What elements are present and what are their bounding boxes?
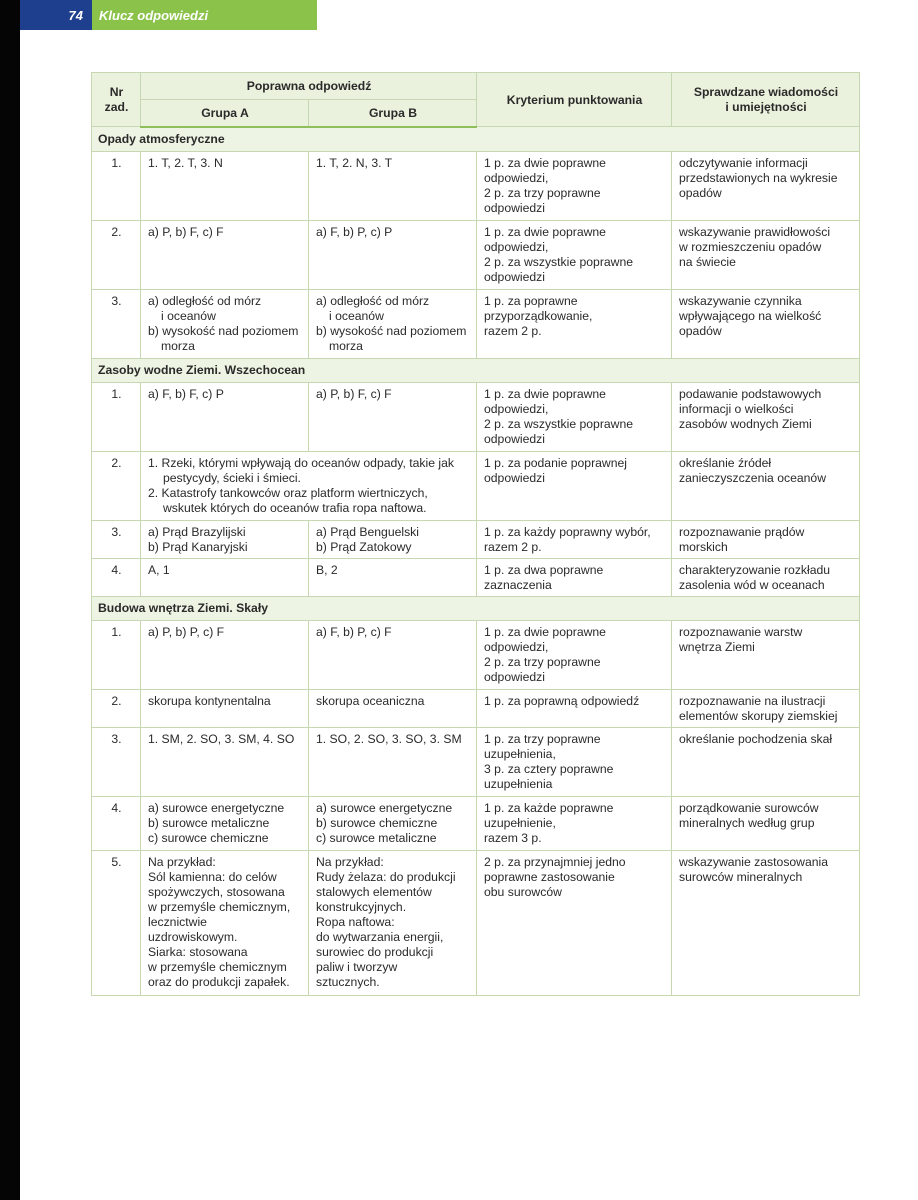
table-row — [92, 558, 860, 596]
scoring-criteria-line: 3 p. za cztery poprawne — [484, 761, 614, 776]
tested-skills-line: określanie pochodzenia skał — [679, 731, 833, 746]
task-number: 5. — [92, 850, 141, 995]
col-header-criteria: Kryterium punktowania — [477, 73, 672, 127]
scoring-criteria-line: uzupełnienie, — [484, 815, 556, 830]
section-row — [92, 596, 860, 620]
task-number: 1. — [92, 151, 141, 220]
section-title: Zasoby wodne Ziemi. Wszechocean — [92, 358, 860, 382]
tested-skills-line: charakteryzowanie rozkładu — [679, 562, 831, 577]
tested-skills — [672, 727, 860, 796]
answer-both-groups — [141, 451, 477, 520]
answer-group-a — [141, 382, 309, 451]
scoring-criteria-line: 1 p. za każdy poprawny wybór, — [484, 524, 651, 539]
col-header-nr — [92, 73, 141, 127]
answer-group-a-line: a) odległość od mórz — [148, 293, 262, 308]
scoring-criteria-line: przyporządkowanie, — [484, 308, 593, 323]
answer-group-b-line: do wytwarzania energii, — [316, 929, 444, 944]
section-row — [92, 358, 860, 382]
scoring-criteria-line: razem 3 p. — [484, 830, 542, 845]
answer-group-b-line: surowiec do produkcji — [316, 944, 434, 959]
page-header-title: Klucz odpowiedzi — [92, 0, 317, 30]
answer-group-b-line: Rudy żelaza: do produkcji — [316, 869, 456, 884]
scoring-criteria-line: poprawne zastosowanie — [484, 869, 615, 884]
scoring-criteria-line: 1 p. za każde poprawne — [484, 800, 614, 815]
task-number: 3. — [92, 727, 141, 796]
tested-skills — [672, 520, 860, 558]
answer-group-a-line: a) P, b) P, c) F — [148, 624, 225, 639]
scoring-criteria-line: 1 p. za dwa poprawne — [484, 562, 604, 577]
answer-group-b — [309, 289, 477, 358]
scoring-criteria — [477, 850, 672, 995]
tested-skills-line: wskazywanie zastosowania — [679, 854, 829, 869]
tested-skills-line: zanieczyszczenia oceanów — [679, 470, 827, 485]
col-header-skills-line: Sprawdzane wiadomości — [693, 85, 839, 99]
scoring-criteria — [477, 727, 672, 796]
table-row — [92, 689, 860, 727]
answer-group-a-line: a) Prąd Brazylijski — [148, 524, 246, 539]
scoring-criteria-line: 1 p. za dwie poprawne — [484, 624, 606, 639]
table-row — [92, 796, 860, 850]
answer-group-a-line: skorupa kontynentalna — [148, 693, 271, 708]
answer-group-a-line: i oceanów — [161, 308, 216, 323]
scoring-criteria-line: razem 2 p. — [484, 323, 542, 338]
task-number: 2. — [92, 689, 141, 727]
tested-skills-line: porządkowanie surowców — [679, 800, 819, 815]
tested-skills-line: zasobów wodnych Ziemi — [679, 416, 812, 431]
answer-group-a-line: a) surowce energetyczne — [148, 800, 285, 815]
answer-both-groups-item: 1. Rzeki, którymi wpływają do oceanów odpady, takie jak pestycydy, ścieki i śmieci. — [148, 455, 454, 485]
answer-group-b — [309, 151, 477, 220]
scoring-criteria-line: 2 p. za wszystkie poprawne — [484, 254, 634, 269]
tested-skills-line: wnętrza Ziemi — [679, 639, 755, 654]
scoring-criteria-line: 2 p. za trzy poprawne — [484, 654, 601, 669]
table-row — [92, 620, 860, 689]
answer-group-a — [141, 289, 309, 358]
answer-group-b-line: a) surowce energetyczne — [316, 800, 453, 815]
scoring-criteria — [477, 151, 672, 220]
tested-skills-line: opadów — [679, 185, 722, 200]
tested-skills — [672, 620, 860, 689]
task-number: 3. — [92, 520, 141, 558]
answer-group-b-line: morza — [329, 338, 363, 353]
tested-skills-line: odczytywanie informacji — [679, 155, 808, 170]
section-title: Opady atmosferyczne — [92, 127, 860, 152]
scoring-criteria — [477, 220, 672, 289]
tested-skills — [672, 451, 860, 520]
answer-group-a-line: w przemyśle chemicznym, — [148, 899, 291, 914]
page-edge-strip — [0, 0, 20, 1200]
table-row — [92, 220, 860, 289]
table-row — [92, 382, 860, 451]
table-row — [92, 451, 860, 520]
tested-skills-line: wpływającego na wielkość — [679, 308, 822, 323]
scoring-criteria-line: 1 p. za dwie poprawne — [484, 224, 606, 239]
scoring-criteria — [477, 796, 672, 850]
scoring-criteria — [477, 558, 672, 596]
table-row — [92, 727, 860, 796]
table-row — [92, 151, 860, 220]
answer-both-groups-item: 2. Katastrofy tankowców oraz platform wiertniczych, wskutek których do oceanów trafia ropa naftowa. — [148, 485, 428, 515]
answer-group-a-line: lecznictwie — [148, 914, 207, 929]
scoring-criteria-line: 1 p. za trzy poprawne — [484, 731, 601, 746]
answer-group-b-line: a) odległość od mórz — [316, 293, 430, 308]
task-number: 2. — [92, 451, 141, 520]
task-number: 1. — [92, 382, 141, 451]
scoring-criteria — [477, 289, 672, 358]
answer-group-b — [309, 727, 477, 796]
tested-skills — [672, 151, 860, 220]
task-number: 1. — [92, 620, 141, 689]
answer-group-b — [309, 558, 477, 596]
tested-skills-line: wskazywanie prawidłowości — [679, 224, 831, 239]
answer-group-a-line: 1. SM, 2. SO, 3. SM, 4. SO — [148, 731, 295, 746]
scoring-criteria — [477, 620, 672, 689]
scoring-criteria — [477, 451, 672, 520]
tested-skills-line: na świecie — [679, 254, 736, 269]
task-number: 2. — [92, 220, 141, 289]
answer-group-b-line: Ropa naftowa: — [316, 914, 395, 929]
scoring-criteria-line: razem 2 p. — [484, 539, 542, 554]
col-header-group-a: Grupa A — [141, 100, 309, 127]
table-row — [92, 850, 860, 995]
scoring-criteria-line: zaznaczenia — [484, 577, 552, 592]
answer-group-a — [141, 850, 309, 995]
scoring-criteria-line: obu surowców — [484, 884, 562, 899]
task-number: 4. — [92, 558, 141, 596]
answer-group-b-line: b) Prąd Zatokowy — [316, 539, 412, 554]
scoring-criteria-line: 2 p. za wszystkie poprawne — [484, 416, 634, 431]
answer-group-b-line: 1. T, 2. N, 3. T — [316, 155, 393, 170]
answer-group-a-line: A, 1 — [148, 562, 170, 577]
col-header-nr-line: Nr — [109, 85, 124, 99]
scoring-criteria-line: 2 p. za przynajmniej jedno — [484, 854, 626, 869]
scoring-criteria — [477, 520, 672, 558]
scoring-criteria-line: odpowiedzi, — [484, 239, 549, 254]
tested-skills — [672, 689, 860, 727]
table-row — [92, 289, 860, 358]
tested-skills-line: wskazywanie czynnika — [679, 293, 802, 308]
tested-skills — [672, 558, 860, 596]
answer-group-a-line: morza — [161, 338, 195, 353]
answer-group-a — [141, 620, 309, 689]
scoring-criteria-line: odpowiedzi — [484, 431, 545, 446]
tested-skills — [672, 289, 860, 358]
answer-group-b-line: a) P, b) F, c) F — [316, 386, 392, 401]
answer-group-a — [141, 796, 309, 850]
scoring-criteria-line: 2 p. za trzy poprawne — [484, 185, 601, 200]
answer-group-b-line: b) wysokość nad poziomem — [316, 323, 467, 338]
answer-group-b-line: sztucznych. — [316, 974, 380, 989]
answer-group-a-line: spożywczych, stosowana — [148, 884, 285, 899]
answer-group-a — [141, 220, 309, 289]
tested-skills-line: surowców mineralnych — [679, 869, 803, 884]
answer-group-b-line: a) Prąd Benguelski — [316, 524, 419, 539]
scoring-criteria-line: odpowiedzi, — [484, 401, 549, 416]
scoring-criteria-line: odpowiedzi, — [484, 170, 549, 185]
col-header-correct-answer: Poprawna odpowiedź — [141, 73, 477, 100]
table-row — [92, 520, 860, 558]
answer-group-b-line: a) F, b) P, c) P — [316, 224, 393, 239]
answer-group-a-line: Sól kamienna: do celów — [148, 869, 277, 884]
tested-skills-line: określanie źródeł — [679, 455, 772, 470]
tested-skills-line: informacji o wielkości — [679, 401, 794, 416]
answer-group-b — [309, 796, 477, 850]
tested-skills — [672, 850, 860, 995]
answer-group-b-line: paliw i tworzyw — [316, 959, 398, 974]
answer-key-table — [91, 72, 860, 996]
col-header-nr-line: zad. — [104, 100, 129, 114]
col-header-group-b: Grupa B — [309, 100, 477, 127]
tested-skills-line: przedstawionych na wykresie — [679, 170, 838, 185]
answer-group-a-line: Siarka: stosowana — [148, 944, 248, 959]
answer-group-a — [141, 689, 309, 727]
tested-skills-line: mineralnych według grup — [679, 815, 815, 830]
answer-group-a — [141, 520, 309, 558]
answer-group-a — [141, 558, 309, 596]
tested-skills-line: morskich — [679, 539, 728, 554]
tested-skills-line: rozpoznawanie warstw — [679, 624, 803, 639]
tested-skills-line: rozpoznawanie prądów — [679, 524, 805, 539]
answer-group-b-line: konstrukcyjnych. — [316, 899, 407, 914]
answer-group-b-line: Na przykład: — [316, 854, 384, 869]
scoring-criteria-line: uzupełnienia — [484, 776, 553, 791]
tested-skills-line: opadów — [679, 323, 722, 338]
scoring-criteria-line: 1 p. za dwie poprawne — [484, 155, 606, 170]
tested-skills — [672, 220, 860, 289]
scoring-criteria-line: 1 p. za dwie poprawne — [484, 386, 606, 401]
tested-skills-line: w rozmieszczeniu opadów — [679, 239, 822, 254]
tested-skills-line: rozpoznawanie na ilustracji — [679, 693, 826, 708]
scoring-criteria-line: odpowiedzi — [484, 269, 545, 284]
answer-group-b-line: skorupa oceaniczna — [316, 693, 425, 708]
answer-group-a-line: b) surowce metaliczne — [148, 815, 270, 830]
tested-skills-line: elementów skorupy ziemskiej — [679, 708, 838, 723]
col-header-skills-line: i umiejętności — [725, 100, 807, 114]
scoring-criteria-line: odpowiedzi, — [484, 639, 549, 654]
answer-group-b — [309, 850, 477, 995]
scoring-criteria-line: 1 p. za podanie poprawnej — [484, 455, 627, 470]
task-number: 3. — [92, 289, 141, 358]
answer-group-b-line: b) surowce chemiczne — [316, 815, 438, 830]
tested-skills-line: zasolenia wód w oceanach — [679, 577, 825, 592]
section-row — [92, 127, 860, 152]
answer-group-b-line: stalowych elementów — [316, 884, 432, 899]
section-title: Budowa wnętrza Ziemi. Skały — [92, 596, 860, 620]
scoring-criteria-line: odpowiedzi — [484, 470, 545, 485]
scoring-criteria-line: odpowiedzi — [484, 200, 545, 215]
scoring-criteria-line: odpowiedzi — [484, 669, 545, 684]
answer-group-a — [141, 727, 309, 796]
answer-group-a-line: 1. T, 2. T, 3. N — [148, 155, 223, 170]
answer-group-b — [309, 520, 477, 558]
answer-group-b-line: a) F, b) P, c) F — [316, 624, 392, 639]
answer-group-a-line: c) surowce chemiczne — [148, 830, 269, 845]
answer-group-a-line: a) F, b) F, c) P — [148, 386, 224, 401]
answer-group-a-line: uzdrowiskowym. — [148, 929, 238, 944]
answer-group-b — [309, 220, 477, 289]
answer-group-a-line: a) P, b) F, c) F — [148, 224, 224, 239]
answer-group-a-line: b) wysokość nad poziomem — [148, 323, 299, 338]
answer-group-b-line: i oceanów — [329, 308, 384, 323]
task-number: 4. — [92, 796, 141, 850]
tested-skills-line: podawanie podstawowych — [679, 386, 822, 401]
answer-group-b — [309, 382, 477, 451]
scoring-criteria — [477, 382, 672, 451]
tested-skills — [672, 796, 860, 850]
answer-group-b-line: B, 2 — [316, 562, 338, 577]
scoring-criteria — [477, 689, 672, 727]
answer-group-b — [309, 689, 477, 727]
answer-group-a-line: b) Prąd Kanaryjski — [148, 539, 248, 554]
tested-skills — [672, 382, 860, 451]
scoring-criteria-line: 1 p. za poprawne — [484, 293, 578, 308]
answer-group-b-line: c) surowce metaliczne — [316, 830, 437, 845]
answer-group-a-line: oraz do produkcji zapałek. — [148, 974, 290, 989]
answer-group-b-line: 1. SO, 2. SO, 3. SO, 3. SM — [316, 731, 462, 746]
answer-group-a — [141, 151, 309, 220]
answer-group-b — [309, 620, 477, 689]
col-header-skills — [672, 73, 860, 127]
scoring-criteria-line: 1 p. za poprawną odpowiedź — [484, 693, 640, 708]
answer-group-a-line: Na przykład: — [148, 854, 216, 869]
page-number: 74 — [20, 0, 92, 30]
answer-group-a-line: w przemyśle chemicznym — [148, 959, 287, 974]
scoring-criteria-line: uzupełnienia, — [484, 746, 556, 761]
